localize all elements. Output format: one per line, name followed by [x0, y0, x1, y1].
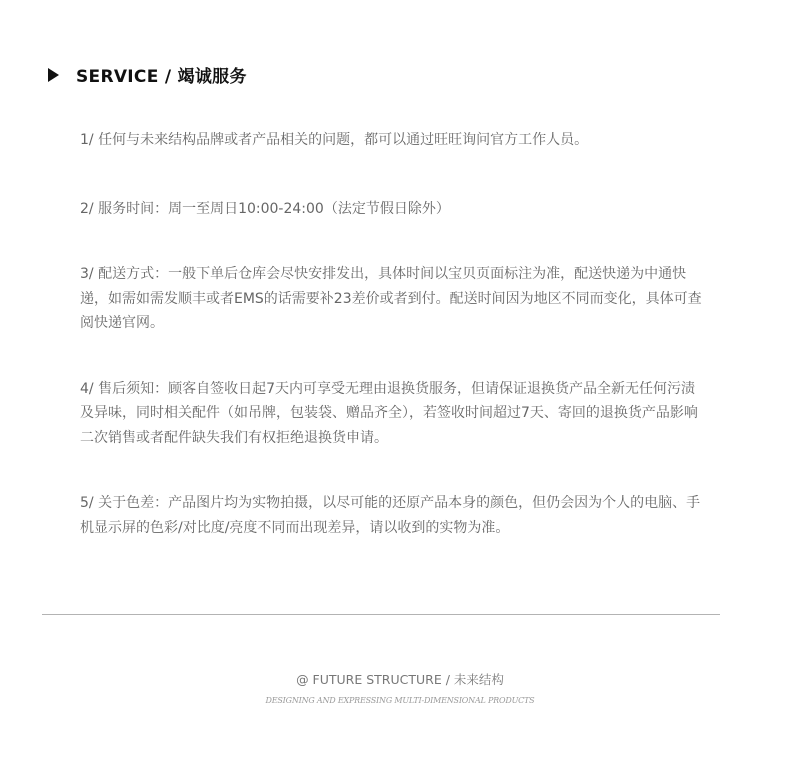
service-item-after-sales: 4/ 售后须知：顾客自签收日起7天内可享受无理由退换货服务，但请保证退换货产品全新无任何污渍及异味，同时相关配件（如吊牌，包装袋、赠品齐全），若签收时间超过7天、寄回的退换货产品影响二次销售或者配件缺失我们有权拒绝退换货申请。 — [80, 380, 698, 446]
divider — [42, 614, 720, 615]
section-title: SERVICE / 竭诚服务 — [76, 67, 247, 87]
service-item-shipping: 3/ 配送方式：一般下单后仓库会尽快安排发出，具体时间以宝贝页面标注为准，配送快递为中通快递，如需如需发顺丰或者EMS的话需要补23差价或者到付。配送时间因为地区不同而变化，具体可查阅快递官网。 — [80, 266, 702, 331]
service-item-color-difference: 5/ 关于色差：产品图片均为实物拍摄，以尽可能的还原产品本身的颜色，但仍会因为个人的电脑、手机显示屏的色彩/对比度/亮度不同而出现差异，请以收到的实物为准。 — [80, 495, 701, 536]
footer-tagline: DESIGNING AND EXPRESSING MULTI-DIMENSIONAL PRODUCTS — [265, 696, 535, 705]
footer-brand: @ FUTURE STRUCTURE / 未来结构 — [296, 672, 504, 687]
service-item-hours: 2/ 服务时间：周一至周日10:00-24:00（法定节假日除外） — [80, 200, 450, 217]
service-list — [80, 128, 706, 540]
service-item-contact: 1/ 任何与未来结构品牌或者产品相关的问题，都可以通过旺旺询问官方工作人员。 — [80, 132, 589, 148]
triangle-right-icon — [48, 68, 59, 82]
section-heading — [48, 62, 247, 87]
